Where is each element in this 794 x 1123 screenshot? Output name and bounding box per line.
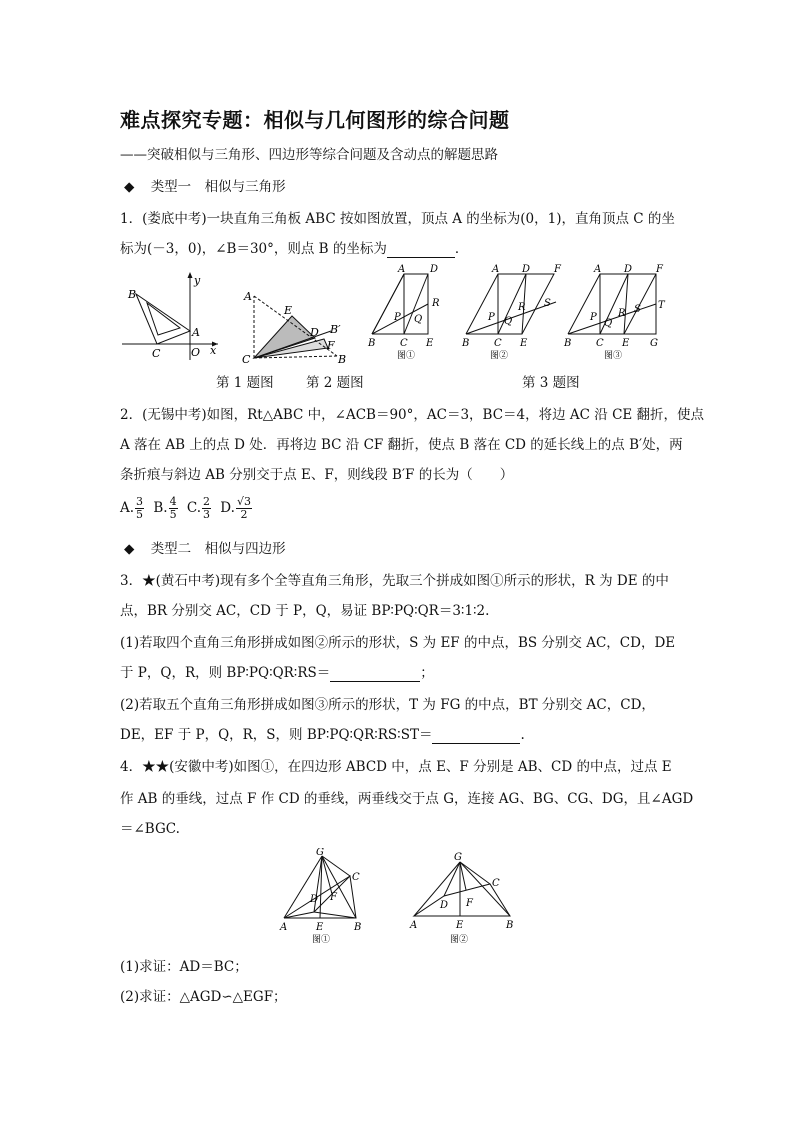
frac-num: 2 [203, 495, 210, 508]
fig4-label: E [316, 922, 324, 933]
option-a[interactable] [120, 495, 149, 521]
option-fraction [135, 496, 144, 521]
fig4-label: F [330, 892, 337, 903]
q4-line1: 4．★★(安徽中考)如图①，在四边形 ABCD 中，点 E、F 分别是 AB、CD 的中点，过点 E [120, 759, 672, 775]
figure-q1 [120, 268, 222, 362]
subtitle: ——突破相似与三角形、四边形等综合问题及含动点的解题思路 [120, 147, 498, 163]
figure-q3-1 [366, 262, 456, 362]
fig3-label: Q [414, 314, 423, 325]
fig3-label: D [624, 264, 633, 275]
fig3-label: S [634, 304, 641, 315]
section-label: 类型二 相似与四边形 [150, 541, 286, 557]
fig3-label: E [426, 338, 434, 349]
fig2-label: C [242, 353, 251, 366]
q3-line1: 3．★(黄石中考)现有多个全等直角三角形，先取三个拼成如图①所示的形状，R 为 DE 的中 [120, 573, 669, 589]
q3-line2: 点，BR 分别交 AC，CD 于 P，Q，易证 BP∶PQ∶QR＝3∶1∶2. [120, 603, 490, 619]
option-fraction [169, 496, 178, 521]
q1-line2-text: 标为(－3，0)，∠B＝30°，则点 B 的坐标为 [120, 241, 387, 257]
fig4-label: D [440, 900, 449, 911]
q2-line3: 条折痕与斜边 AB 分别交于点 E、F，则线段 B′F 的长为（ ） [120, 467, 514, 483]
q2-line2: A 落在 AB 上的点 D 处．再将边 BC 沿 CF 翻折，使点 B 落在 CD 的延长线上的点 B′处，两 [120, 437, 683, 453]
answer-blank [432, 729, 520, 744]
option-letter: D. [220, 500, 235, 516]
bullet-icon: ◆ [124, 541, 135, 557]
fig4-label: A [410, 920, 418, 931]
fig3-label: E [622, 338, 630, 349]
fig3-label: Q [504, 316, 513, 327]
q4-line3: ＝∠BGC. [120, 821, 180, 837]
fig4-label: G [454, 852, 462, 863]
q3-part1-text: 于 P，Q，R，则 BP∶PQ∶QR∶RS＝ [120, 665, 331, 681]
fig1-label: C [152, 347, 161, 360]
option-c[interactable] [186, 495, 216, 521]
fig3-label: C [400, 338, 408, 349]
option-letter: A. [120, 500, 135, 516]
fig1-label: B [128, 288, 137, 301]
frac-num: 3 [136, 495, 144, 508]
fig3-label: D [522, 264, 531, 275]
option-d[interactable] [220, 495, 253, 521]
figure-q3-2 [460, 262, 564, 362]
section-type1 [124, 178, 286, 196]
q3-part2-end: . [520, 727, 525, 743]
fig3-label: B [564, 338, 572, 349]
option-fraction [202, 496, 211, 521]
fig3-label: C [494, 338, 502, 349]
fig3-label: R [518, 302, 526, 313]
fig3-caption: 图① [397, 351, 416, 361]
q3-part2-line1: (2)若取五个直角三角形拼成如图③所示的形状，T 为 FG 的中点，BT 分别交 AC，CD， [120, 697, 655, 713]
fig3-label: F [554, 264, 561, 275]
fig4-label: B [354, 922, 362, 933]
fig3-label: A [594, 264, 602, 275]
fig4-label: F [466, 898, 473, 909]
fig3-label: A [492, 264, 500, 275]
fig3-caption: 图② [490, 351, 509, 361]
q1-line1: 1．(娄底中考)一块直角三角板 ABC 按如图放置，顶点 A 的坐标为(0，1)，直角顶点 C 的坐 [120, 211, 675, 227]
figure-q2 [238, 286, 358, 366]
frac-den: 3 [203, 508, 210, 521]
fig3-label: E [520, 338, 528, 349]
fig1-label: y [194, 274, 201, 287]
fig3-label: F [656, 264, 663, 275]
frac-den: 5 [169, 508, 177, 521]
caption-fig3: 第 3 题图 [522, 375, 580, 391]
fig3-label: R [432, 298, 440, 309]
caption-fig2: 第 2 题图 [306, 375, 364, 391]
section-type2 [124, 540, 286, 558]
frac-den: 2 [240, 508, 248, 521]
fig3-label: B [462, 338, 470, 349]
fig1-label: O [191, 346, 201, 359]
fig4-label: B [506, 920, 514, 931]
fig2-label: E [284, 304, 293, 317]
fig3-label: Q [604, 318, 613, 329]
fig2-label: B [338, 353, 347, 366]
page-title: 难点探究专题：相似与几何图形的综合问题 [120, 108, 510, 132]
fig3-label: G [650, 338, 658, 349]
fig3-label: A [398, 264, 406, 275]
fig3-label: P [394, 312, 401, 323]
q3-part1-line1: (1)若取四个直角三角形拼成如图②所示的形状，S 为 EF 的中点，BS 分别交 AC，CD，DE [120, 635, 676, 651]
fig4-label: G [316, 848, 324, 858]
q3-part2-text: DE，EF 于 P，Q，R，S，则 BP∶PQ∶QR∶RS∶ST＝ [120, 727, 433, 743]
fig3-label: T [658, 300, 665, 311]
fig3-label: B [368, 338, 376, 349]
caption-fig1: 第 1 题图 [216, 375, 274, 391]
q1-line2 [120, 240, 468, 258]
fig4-label: E [456, 920, 464, 931]
fig2-label: D [310, 326, 319, 339]
section-label: 类型一 相似与三角形 [150, 179, 286, 195]
fig4-label: D [310, 894, 319, 905]
fig2-label: B′ [330, 323, 341, 336]
q2-options [120, 496, 257, 530]
fig4-caption: 图② [450, 935, 469, 945]
q1-line2-end: ． [454, 241, 469, 257]
fig3-label: P [488, 312, 495, 323]
answer-blank [387, 243, 455, 258]
q2-line1: 2．(无锡中考)如图，Rt△ABC 中，∠ACB＝90°，AC＝3，BC＝4，将边 AC 沿 CE 翻折，使点 [120, 407, 705, 423]
fig4-label: C [352, 872, 360, 883]
q3-part1-line2 [120, 664, 434, 682]
fig3-label: D [430, 264, 439, 275]
fig1-label: x [210, 344, 217, 357]
fig4-label: C [492, 878, 500, 889]
option-letter: C. [186, 500, 201, 516]
fig3-label: R [618, 308, 626, 319]
figure-q4-2 [404, 848, 520, 948]
fig3-label: P [590, 312, 597, 323]
fig3-label: C [596, 338, 604, 349]
q4-line2: 作 AB 的垂线，过点 F 作 CD 的垂线，两垂线交于点 G，连接 AG、BG、CG、DG，且∠AGD [120, 791, 694, 807]
bullet-icon: ◆ [124, 179, 135, 195]
answer-blank [330, 667, 420, 682]
q4-part1: (1)求证：AD＝BC； [120, 959, 248, 975]
fig2-label: F [327, 339, 335, 352]
figure-q3-3 [562, 262, 672, 362]
q4-part2: (2)求证：△AGD∽△EGF； [120, 989, 287, 1005]
fig4-label: A [280, 922, 288, 933]
q3-part1-end: ； [420, 665, 434, 681]
frac-num: √3 [236, 495, 251, 508]
option-b[interactable] [153, 495, 183, 521]
option-letter: B. [153, 500, 168, 516]
fig3-label: S [544, 298, 551, 309]
frac-den: 5 [136, 508, 144, 521]
fig3-caption: 图③ [604, 351, 623, 361]
option-fraction [236, 496, 252, 521]
figure-q4-1 [276, 848, 372, 948]
fig2-label: A [244, 290, 252, 303]
fig1-label: A [192, 326, 200, 339]
q3-part2-line2 [120, 726, 525, 744]
fig4-caption: 图① [312, 935, 331, 945]
frac-num: 4 [169, 495, 177, 508]
